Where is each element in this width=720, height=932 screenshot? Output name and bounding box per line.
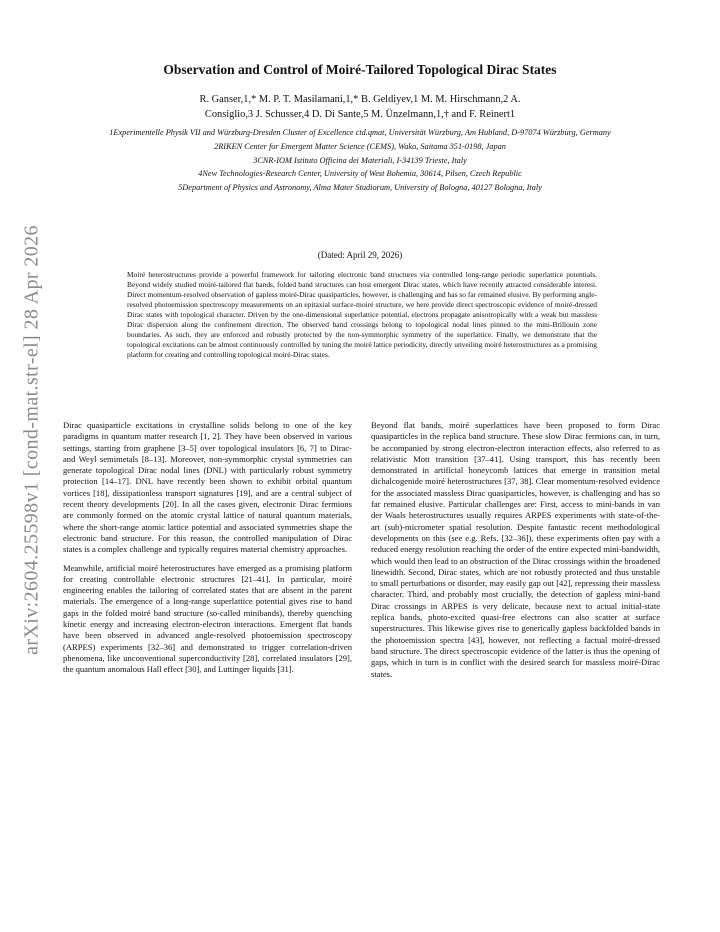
body-paragraph: Dirac quasiparticle excitations in crystalline solids belong to one of the key paradigms in quantum matter research [1, 2]. They have been observed in various settings, starting from graphene [3–5] over topological insulators [6, 7] to Dirac- and Weyl semimetals [8–13]. Moreover, non-symmorphic crystal symmetries can generate topological Dirac nodal lines (DNL) with particularly robust symmetry protection [14–17]. DNL have recently been shown to exhibit orbital quantum vortices [18], dissipationless transport signatures [19], and are a central subject of recent theory developments [20]. In all the cases given, electronic Dirac fermions are commonly formed on the atomic crystal lattice of natural quantum materials, where the short-range atomic lattice potential and associated symmetries shape the electronic band structure. For this reason, the controlled manipulation of Dirac states is a complex challenge and typically requires material chemistry approaches.	[63, 420, 352, 555]
author-list	[120, 92, 600, 122]
affiliation-1: 1Experimentelle Physik VII and Würzburg-Dresden Cluster of Excellence ctd.qmat, Universität Würzburg, Am Hubland, D-97074 Würzburg, Germany	[109, 128, 611, 137]
paper-title: Observation and Control of Moiré-Tailored Topological Dirac States	[163, 62, 557, 77]
authors-line-1: R. Ganser,1,* M. P. T. Masilamani,1,* B. Geldiyev,1 M. M. Hirschmann,2 A.	[199, 94, 521, 105]
body-paragraph: Beyond flat bands, moiré superlattices have been proposed to form Dirac quasiparticles in the replica band structure. These slow Dirac fermions can, in turn, be accompanied by strong electron-electron interaction effects, also referred to as relativistic Mott transition [37–41]. Using transport, this has recently been demonstrated in artificial honeycomb lattices that emerge in transition metal dichalcogenide moiré heterostructures [37, 38]. Clear momentum-resolved evidence for the associated massless Dirac quasiparticles, however, is challenging and has so far remained elusive. Particular challenges are: First, access to mini-bands in van der Waals heterostructures usually requires ARPES experiments with state-of-the-art (sub)-micrometer spatial resolution. Despite fantastic recent methodological developments on this (see e.g. Refs. [32–36]), these experiments often pay with a reduced energy resolution reaching the order of the entire expected mini-bandwidth, which would then lead to an obstruction of the Dirac crossings within the broadened linewidth. Second, Dirac states, which are not robustly protected and thus unstable to small perturbations or disorder, may easily gap out [42], repressing their massless character. Third, and probably most crucially, the detection of gapless mini-band Dirac crossings in ARPES is very delicate, because next to actual initial-state replica bands, photo-excited quasi-free electrons can also scatter at surface superstructures. This likewise gives rise to generically gapless backfolded bands in the photoemission spectra [43], however, not reflecting a factual moiré-dressed band structure. The direct spectroscopic evidence of the latter is thus the opening of gaps, which in turn is in conflict with the desired search for massless moiré-Dirac states.	[371, 420, 660, 679]
affiliation-5: 5Department of Physics and Astronomy, Alma Mater Studiorum, University of Bologna, 40127 Bologna, Italy	[178, 183, 542, 193]
right-column	[371, 420, 660, 687]
left-column	[63, 420, 352, 683]
authors-line-2: Consiglio,3 J. Schusser,4 D. Di Sante,5 M. Ünzelmann,1,† and F. Reinert1	[204, 109, 516, 120]
body-paragraph: Meanwhile, artificial moiré heterostructures have emerged as a promising platform for creating controllable electronic structures [21–41]. In particular, moiré engineering enables the tailoring of correlated states that are absent in the parent materials. The emergence of a long-range superlattice potential gives rise to band gaps in the folded moiré band structure (so-called minibands), thereby quenching kinetic energy and increasing electron-electron interactions. Emergent flat bands have been observed in advanced angle-resolved photoemission spectroscopy (ARPES) experiments [32–36] and demonstrated to trigger correlation-driven phenomena, like unconventional superconductivity [28], correlated insulators [29], the quantum anomalous Hall effect [30], and Luttinger liquids [31].	[63, 562, 352, 675]
date-line: (Dated: April 29, 2026)	[317, 250, 403, 260]
arxiv-id: arXiv:2604.25598v1 [cond-mat.str-el] 28 Apr 2026	[20, 225, 43, 655]
affiliation-4: 4New Technologies-Research Center, University of West Bohemia, 30614, Pilsen, Czech Republic	[198, 169, 522, 179]
affiliation-2: 2RIKEN Center for Emergent Matter Science (CEMS), Wako, Saitama 351-0198, Japan	[214, 141, 506, 151]
abstract: Moiré heterostructures provide a powerful framework for tailoring electronic band structures via controlled long-range periodic superlattice potentials. Beyond widely studied moiré-tailored flat bands, folded band structures can host emergent Dirac states, which have recently attracted considerable interest. Direct momentum-resolved observation of gapless moiré-Dirac quasiparticles, however, is challenging and has so far remained elusive. By performing angle-resolved photoemission spectroscopy measurements on an epitaxial surface-moiré structure, we here provide direct spectroscopic evidence of moiré-dressed Dirac states with topological character. Driven by the one-dimensional superlattice potential, electrons propagate anisotropically with a weak but massless Dirac dispersion along the confinement direction. The observed band crossings belong to topological nodal lines pinned to the mini-Brillouin zone boundaries. As such, they are enforced and robustly protected by the non-symmorphic symmetry of the superlattice. Finally, we demonstrate that the topological excitations can be almost continuously controlled by tuning the moiré lattice periodicity, directly unveiling moiré heterostructures as a promising platform for creating and controlling topological moiré-Dirac states.	[127, 270, 597, 360]
affiliation-3: 3CNR-IOM Istituto Officina dei Materiali, I-34139 Trieste, Italy	[253, 155, 467, 165]
affiliations	[90, 127, 630, 196]
arxiv-sidebar-stamp	[8, 200, 56, 680]
